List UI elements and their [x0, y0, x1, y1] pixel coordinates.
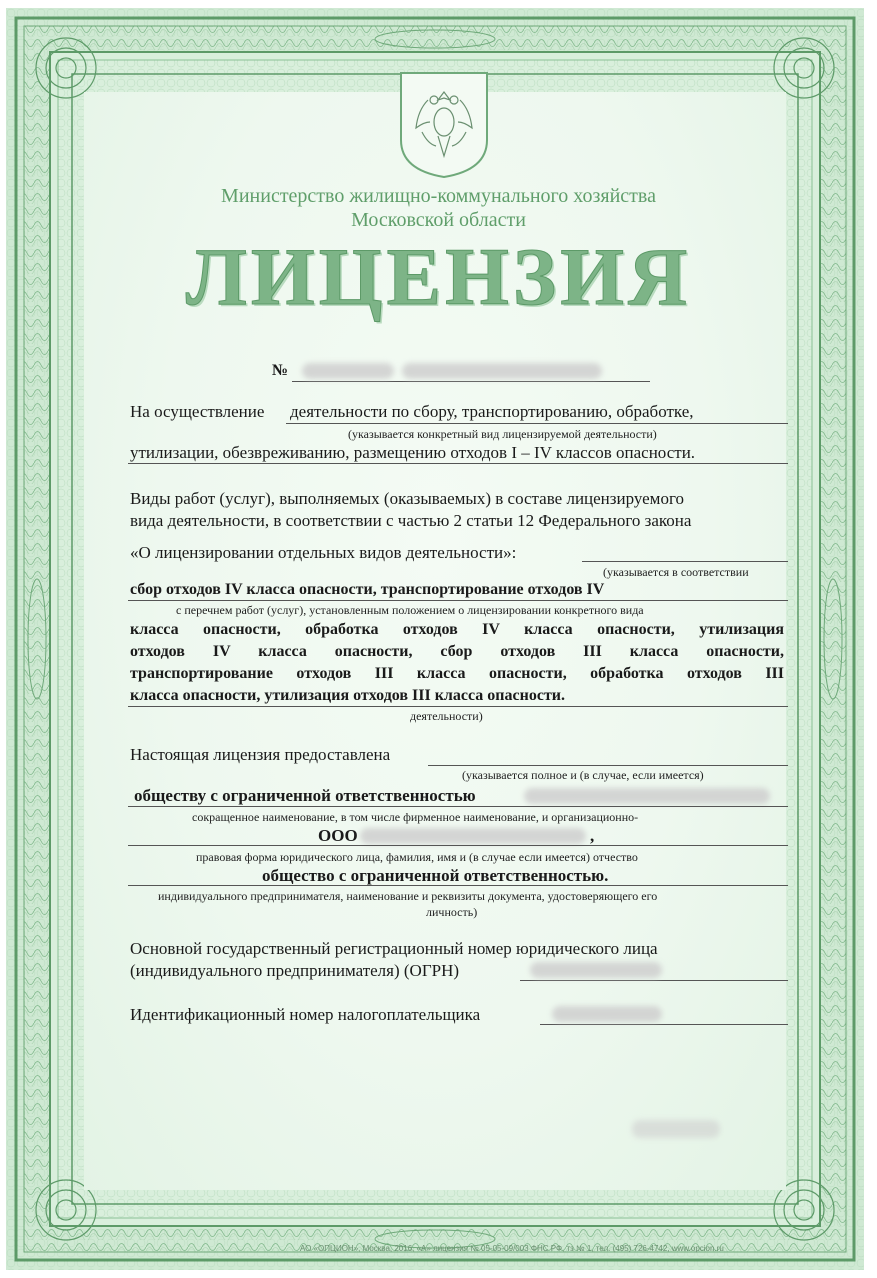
redacted-company-name-2: [360, 828, 586, 844]
ogrn-label-line1: Основной государственный регистрационный номер юридического лица: [130, 939, 658, 958]
licensee-hint-2: сокращенное наименование, в том числе фирменное наименование, и организационно-: [192, 810, 639, 824]
licensee-hint-1: (указывается полное и (в случае, если имеется): [462, 768, 704, 782]
licensee-value-line1: обществу с ограниченной ответственностью: [134, 786, 476, 805]
works-underline-1: [128, 600, 788, 601]
activity-value-line1: деятельности по сбору, транспортированию, обработке,: [290, 402, 694, 421]
licensee-underline-1: [128, 806, 788, 807]
inn-label: Идентификационный номер налогоплательщика: [130, 1005, 481, 1024]
works-value-line3: отходов IV класса опасности, сбор отходов III класса опасности,: [130, 643, 784, 660]
number-date-underline: [292, 381, 650, 382]
licensee-intro: Настоящая лицензия предоставлена: [130, 745, 391, 764]
document-title: ЛИЦЕНЗИЯ: [185, 231, 692, 322]
redacted-ogrn: [530, 962, 662, 978]
works-value-line1: сбор отходов IV класса опасности, транспортирование отходов IV: [130, 581, 605, 598]
works-underline-2: [128, 706, 788, 707]
works-paragraph-line2: вида деятельности, в соответствии с частью 2 статьи 12 Федерального закона: [130, 511, 692, 530]
activity-intro: На осуществление: [130, 402, 265, 421]
works-hint-1: (указывается в соответствии: [603, 565, 749, 579]
printer-imprint: АО «ОПЦИОН», Москва, 2016, «А» лицензия № 05-05-09/003 ФНС РФ, тз № 1, тел. (495) 726-4742, www.opcion.ru: [300, 1244, 724, 1253]
ministry-name-line2: Московской области: [351, 209, 526, 231]
redacted-company-name-1: [524, 788, 770, 804]
licensee-underline-2: [128, 845, 788, 846]
works-value-line5: класса опасности, утилизация отходов III класса опасности.: [130, 687, 566, 704]
works-paragraph-line1: Виды работ (услуг), выполняемых (оказываемых) в составе лицензируемого: [130, 489, 684, 508]
works-hint-2: с перечнем работ (услуг), установленным положением о лицензировании конкретного вида: [176, 603, 644, 617]
redacted-license-number: [302, 363, 394, 379]
redacted-blank-serial-number: [632, 1120, 720, 1138]
licensee-underline-3: [128, 885, 788, 886]
works-paragraph-line3: «О лицензировании отдельных видов деятельности»:: [130, 543, 517, 562]
activity-hint: (указывается конкретный вид лицензируемой деятельности): [348, 427, 657, 441]
number-label: №: [272, 362, 289, 379]
inn-underline: [540, 1024, 788, 1025]
licensee-hint-4: индивидуального предпринимателя, наименование и реквизиты документа, удостоверяющего его: [158, 889, 658, 903]
redacted-inn: [552, 1006, 662, 1022]
licensee-value-line2-prefix: ООО: [318, 826, 358, 845]
licensee-value-line3: общество с ограниченной ответственностью.: [262, 866, 609, 885]
works-value-line2: класса опасности, обработка отходов IV класса опасности, утилизация: [130, 621, 784, 638]
ministry-name-line1: Министерство жилищно-коммунального хозяйства: [221, 185, 656, 207]
activity-underline-1: [286, 423, 788, 424]
redacted-license-date: [402, 363, 602, 379]
ogrn-underline: [520, 980, 788, 981]
licensee-underline-0: [428, 765, 788, 766]
coat-of-arms-icon: [398, 70, 490, 180]
works-value-line4: транспортирование отходов III класса опасности, обработка отходов III: [130, 665, 784, 682]
licensee-hint-5: личность): [426, 905, 478, 919]
ogrn-label-line2: (индивидуального предпринимателя) (ОГРН): [130, 961, 460, 980]
works-underline-0: [582, 561, 788, 562]
licensee-hint-3: правовая форма юридического лица, фамилия, имя и (в случае если имеется) отчество: [196, 850, 638, 864]
works-hint-3: деятельности): [410, 709, 483, 723]
licensee-value-line2-suffix: ,: [590, 826, 595, 845]
activity-value-line2: утилизации, обезвреживанию, размещению отходов I – IV классов опасности.: [130, 443, 696, 462]
activity-underline-2: [128, 463, 788, 464]
